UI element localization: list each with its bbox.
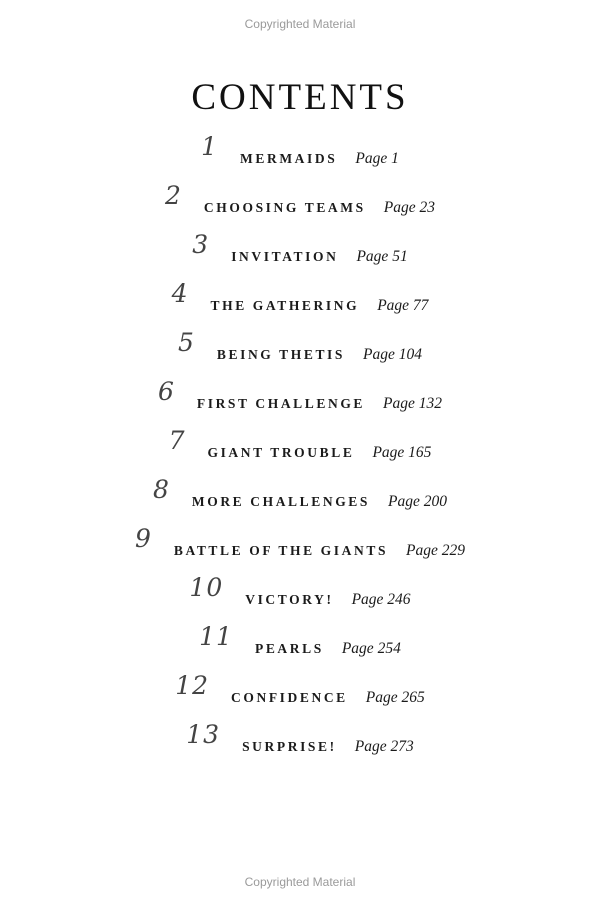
chapter-number: 12 [175,671,210,700]
chapter-title: FIRST CHALLENGE [196,396,366,411]
chapter-number: 1 [201,132,219,161]
chapter-title: MERMAIDS [240,151,338,166]
toc-entry [0,622,600,660]
page-title: CONTENTS [191,77,409,118]
chapter-title: MORE CHALLENGES [191,494,371,509]
chapter-page: Page 246 [351,591,411,608]
chapter-title: GIANT TROUBLE [207,445,355,460]
toc-entry [0,524,600,562]
chapter-page: Page 229 [406,542,466,559]
chapter-title: PEARLS [254,641,324,656]
toc-entry [0,671,600,709]
chapter-page: Page 23 [383,199,435,216]
toc-entry [0,181,600,219]
chapter-page: Page 200 [388,493,448,510]
chapter-number: 7 [168,426,186,455]
toc-entry [0,230,600,268]
chapter-number: 11 [199,622,233,651]
chapter-number: 4 [171,279,189,308]
chapter-page: Page 273 [354,738,414,755]
chapter-page: Page 165 [372,444,432,461]
copyright-watermark-top: Copyrighted Material [244,17,356,31]
chapter-page: Page 104 [363,346,422,363]
chapter-title: CHOOSING TEAMS [203,200,366,215]
chapter-number: 10 [189,573,224,602]
toc-entry [0,426,600,464]
toc-entry [0,573,600,611]
chapter-title: VICTORY! [245,592,334,607]
chapter-number: 9 [134,524,152,553]
chapter-title: INVITATION [231,249,339,264]
chapter-title: CONFIDENCE [231,690,348,705]
chapter-title: BATTLE OF THE GIANTS [173,543,389,558]
chapter-page: Page 1 [355,150,399,167]
chapter-number: 3 [192,230,210,259]
toc-entry [0,328,600,366]
chapter-number: 2 [165,181,182,210]
chapter-title: BEING THETIS [216,347,346,362]
chapter-number: 6 [157,377,175,406]
copyright-watermark-bottom: Copyrighted Material [244,875,356,889]
chapter-page: Page 265 [365,689,425,706]
chapter-title: THE GATHERING [210,298,360,313]
chapter-page: Page 77 [377,297,429,314]
toc-entry [0,377,600,415]
toc-entry [0,720,600,758]
chapter-number: 8 [152,475,170,504]
chapter-page: Page 51 [356,248,408,265]
chapter-number: 13 [186,720,221,749]
toc-entry [0,132,600,170]
chapter-title: SURPRISE! [242,739,337,754]
chapter-number: 5 [177,328,195,357]
chapter-page: Page 132 [383,395,443,412]
chapter-page: Page 254 [341,640,401,657]
toc-entry [0,279,600,317]
toc-entry [0,475,600,513]
